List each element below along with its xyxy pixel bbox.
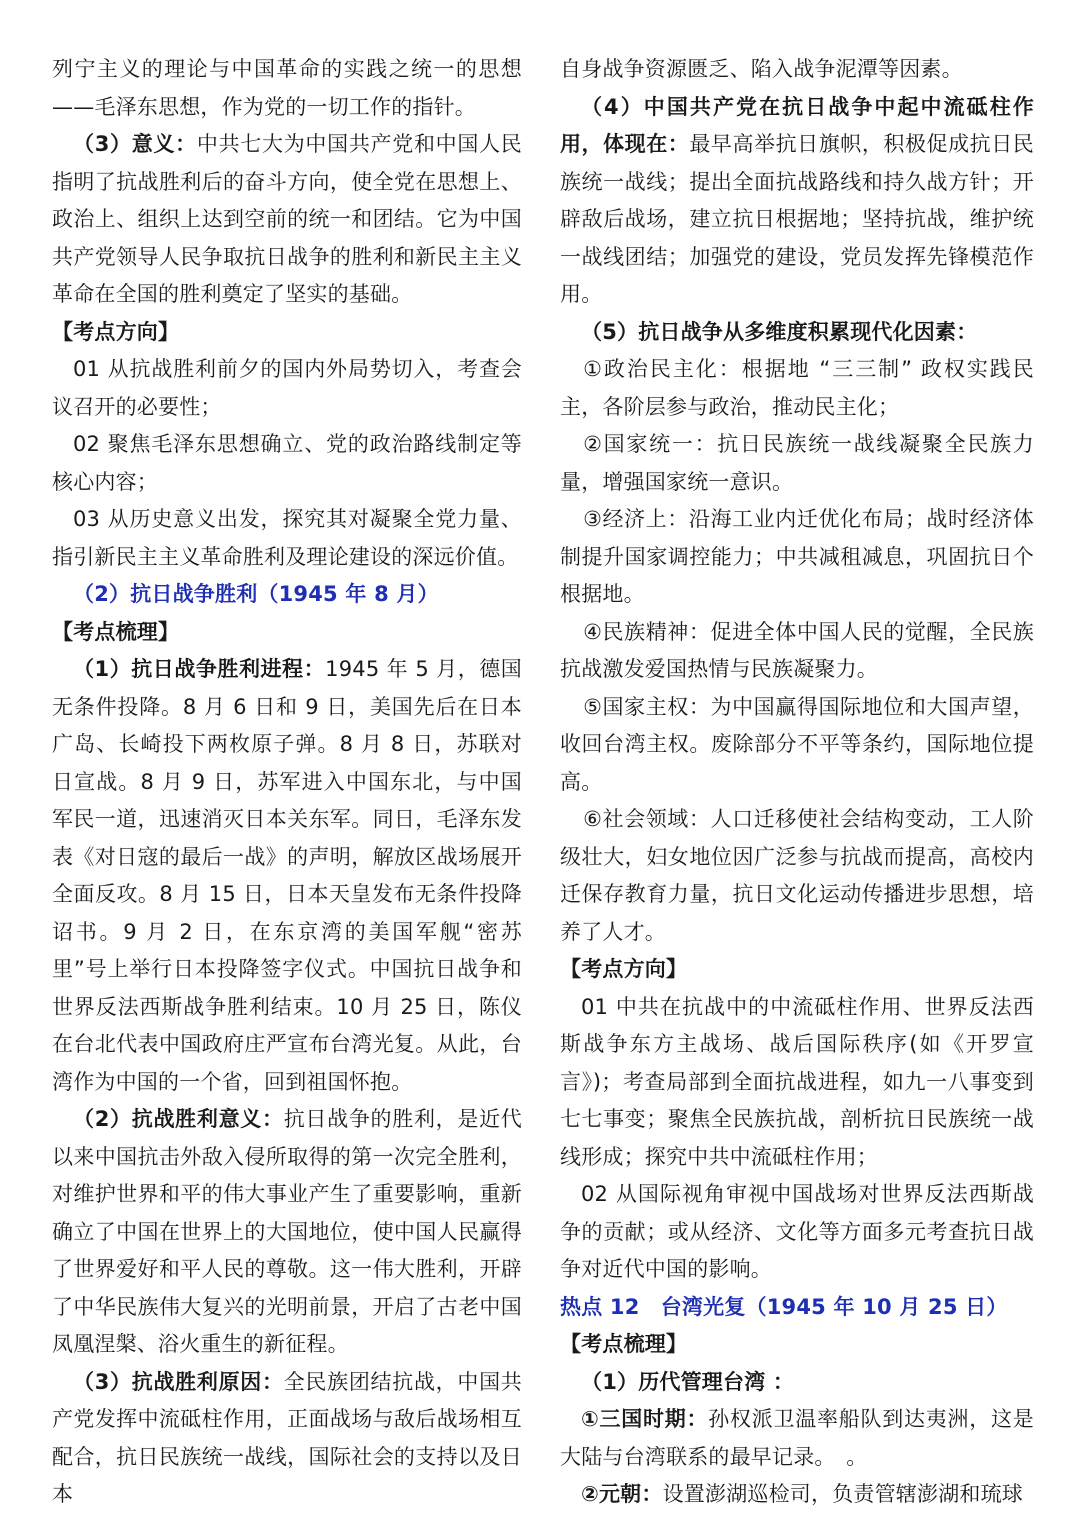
section-title-taiwan: 热点 12 台湾光复（1945 年 10 月 25 日） (560, 1294, 1008, 1319)
paragraph-cpc-role (560, 89, 1034, 314)
paragraph-reasons-continued: 自身战争资源匮乏、陷入战争泥潭等因素。 (560, 57, 963, 81)
text-victory-significance: 抗日战争的胜利，是近代以来中国抗击外敌入侵所取得的第一次完全胜利，对维护世界和平的伟大事业产生了重要影响，重新确立了中国在世界上的大国地位，使中国人民赢得了世界爱好和平人民的尊敬。这一伟大胜利，开辟了中华民族伟大复兴的光明前景，开启了古老中国凤凰涅槃、浴火重生的新征程。 (52, 1107, 522, 1356)
heading-exam-review-right: 【考点梳理】 (560, 1332, 688, 1356)
direction-item-01: 01 从抗战胜利前夕的国内外局势切入，考查会议召开的必要性； (52, 357, 522, 419)
label-yuan: ②元朝： (581, 1482, 663, 1506)
heading-taiwan-history: （1）历代管理台湾 ： (581, 1369, 795, 1394)
text-three-kingdoms: 孙权派卫温率船队到达夷洲，这是大陆与台湾联系的最早记录。 。 (560, 1407, 1035, 1469)
heading-exam-direction-right: 【考点方向】 (560, 957, 688, 981)
section-title-victory: （2）抗日战争胜利（1945 年 8 月） (73, 582, 439, 606)
right-column (560, 51, 1034, 1514)
text-victory-process: 1945 年 5 月，德国无条件投降。8 月 6 日和 9 日，美国先后在日本广岛、长崎投下两枚原子弹。8 月 8 日，苏联对日宣战。8 月 9 日，苏军进入中国东北，与中国军民一道，迅速消灭日本关东军。同日，毛泽东发表《对日寇的最后一战》的声明，解放区战场展开全面反攻。8 月 15 日，日本天皇发布无条件投降诏书。9 月 2 日，在东京湾的美国军舰“密苏里”号上举行日本投降签字仪式。中国抗日战争和世界反法西斯战争胜利结束。10 月 25 日，陈仪在台北代表中国政府庄严宣布台湾光复。从此，台湾作为中国的一个省，回到祖国怀抱。 (52, 657, 522, 1094)
label-three-kingdoms: ①三国时期： (581, 1407, 709, 1431)
modernization-item-politics: ①政治民主化：根据地 “三三制” 政权实践民主，各阶层参与政治，推动民主化； (560, 357, 1034, 419)
modernization-item-society: ⑥社会领域：人口迁移使社会结构变动，工人阶级壮大，妇女地位因广泛参与抗战而提高，高校内迁保存教育力量，抗日文化运动传播进步思想，培养了人才。 (560, 807, 1034, 944)
text-victory-reasons: 全民族团结抗战，中国共产党发挥中流砥柱作用，正面战场与敌后战场相互配合，抗日民族统一战线，国际社会的支持以及日本 (52, 1369, 522, 1506)
text-yuan: 设置澎湖巡检司，负责管辖澎湖和琉球 (662, 1482, 1023, 1506)
direction-item-02-right: 02 从国际视角审视中国战场对世界反法西斯战争的贡献；或从经济、文化等方面多元考查抗日战争对近代中国的影响。 (560, 1182, 1034, 1281)
paragraph-significance (52, 126, 522, 314)
taiwan-item-three-kingdoms (560, 1401, 1034, 1476)
paragraph-victory-significance (52, 1101, 522, 1364)
label-victory-reasons: （3）抗战胜利原因： (73, 1369, 284, 1394)
left-column (52, 51, 522, 1514)
heading-modernization: （5）抗日战争从多维度积累现代化因素： (581, 319, 978, 344)
modernization-item-spirit: ④民族精神：促进全体中国人民的觉醒，全民族抗战激发爱国热情与民族凝聚力。 (560, 619, 1034, 681)
taiwan-item-yuan (560, 1476, 1034, 1514)
label-cpc-role: （4）中国共产党在抗日战争中起中流砥柱作用，体现在： (560, 94, 1034, 156)
modernization-item-economy: ③经济上：沿海工业内迁优化布局；战时经济体制提升国家调控能力；中共减租减息，巩固抗日个根据地。 (560, 507, 1034, 606)
text-cpc-role: 最早高举抗日旗帜，积极促成抗日民族统一战线；提出全面抗战路线和持久战方针；开辟敌后战场，建立抗日根据地；坚持抗战，维护统一战线团结；加强党的建设，党员发挥先锋模范作用。 (560, 132, 1034, 306)
modernization-item-sovereignty: ⑤国家主权：为中国赢得国际地位和大国声望，收回台湾主权。废除部分不平等条约，国际地位提高。 (560, 694, 1034, 794)
direction-item-03: 03 从历史意义出发，探究其对凝聚全党力量、指引新民主主义革命胜利及理论建设的深远价值。 (52, 507, 522, 569)
text-significance: 中共七大为中国共产党和中国人民指明了抗战胜利后的奋斗方向，使全党在思想上、政治上、组织上达到空前的统一和团结。它为中国共产党领导人民争取抗日战争的胜利和新民主主义革命在全国的胜利奠定了坚实的基础。 (52, 132, 523, 306)
heading-exam-review: 【考点梳理】 (52, 619, 180, 644)
heading-exam-direction: 【考点方向】 (52, 319, 180, 344)
label-significance: （3）意义： (73, 132, 197, 156)
direction-item-02: 02 聚焦毛泽东思想确立、党的政治路线制定等核心内容； (52, 432, 522, 494)
paragraph-victory-process (52, 651, 522, 1101)
paragraph-mao-thought: 列宁主义的理论与中国革命的实践之统一的思想——毛泽东思想，作为党的一切工作的指针。 (52, 57, 522, 119)
modernization-item-unity: ②国家统一：抗日民族统一战线凝聚全民族力量，增强国家统一意识。 (560, 432, 1034, 494)
paragraph-victory-reasons (52, 1364, 522, 1514)
direction-item-01-right: 01 中共在抗战中的中流砥柱作用、世界反法西斯战争东方主战场、战后国际秩序(如《开罗宣言》)；考查局部到全面抗战进程，如九一八事变到七七事变；聚焦全民族抗战，剖析抗日民族统一战线形成；探究中共中流砥柱作用； (560, 994, 1034, 1169)
label-victory-significance: （2）抗战胜利意义： (73, 1107, 284, 1131)
label-victory-process: （1）抗日战争胜利进程： (73, 657, 326, 681)
